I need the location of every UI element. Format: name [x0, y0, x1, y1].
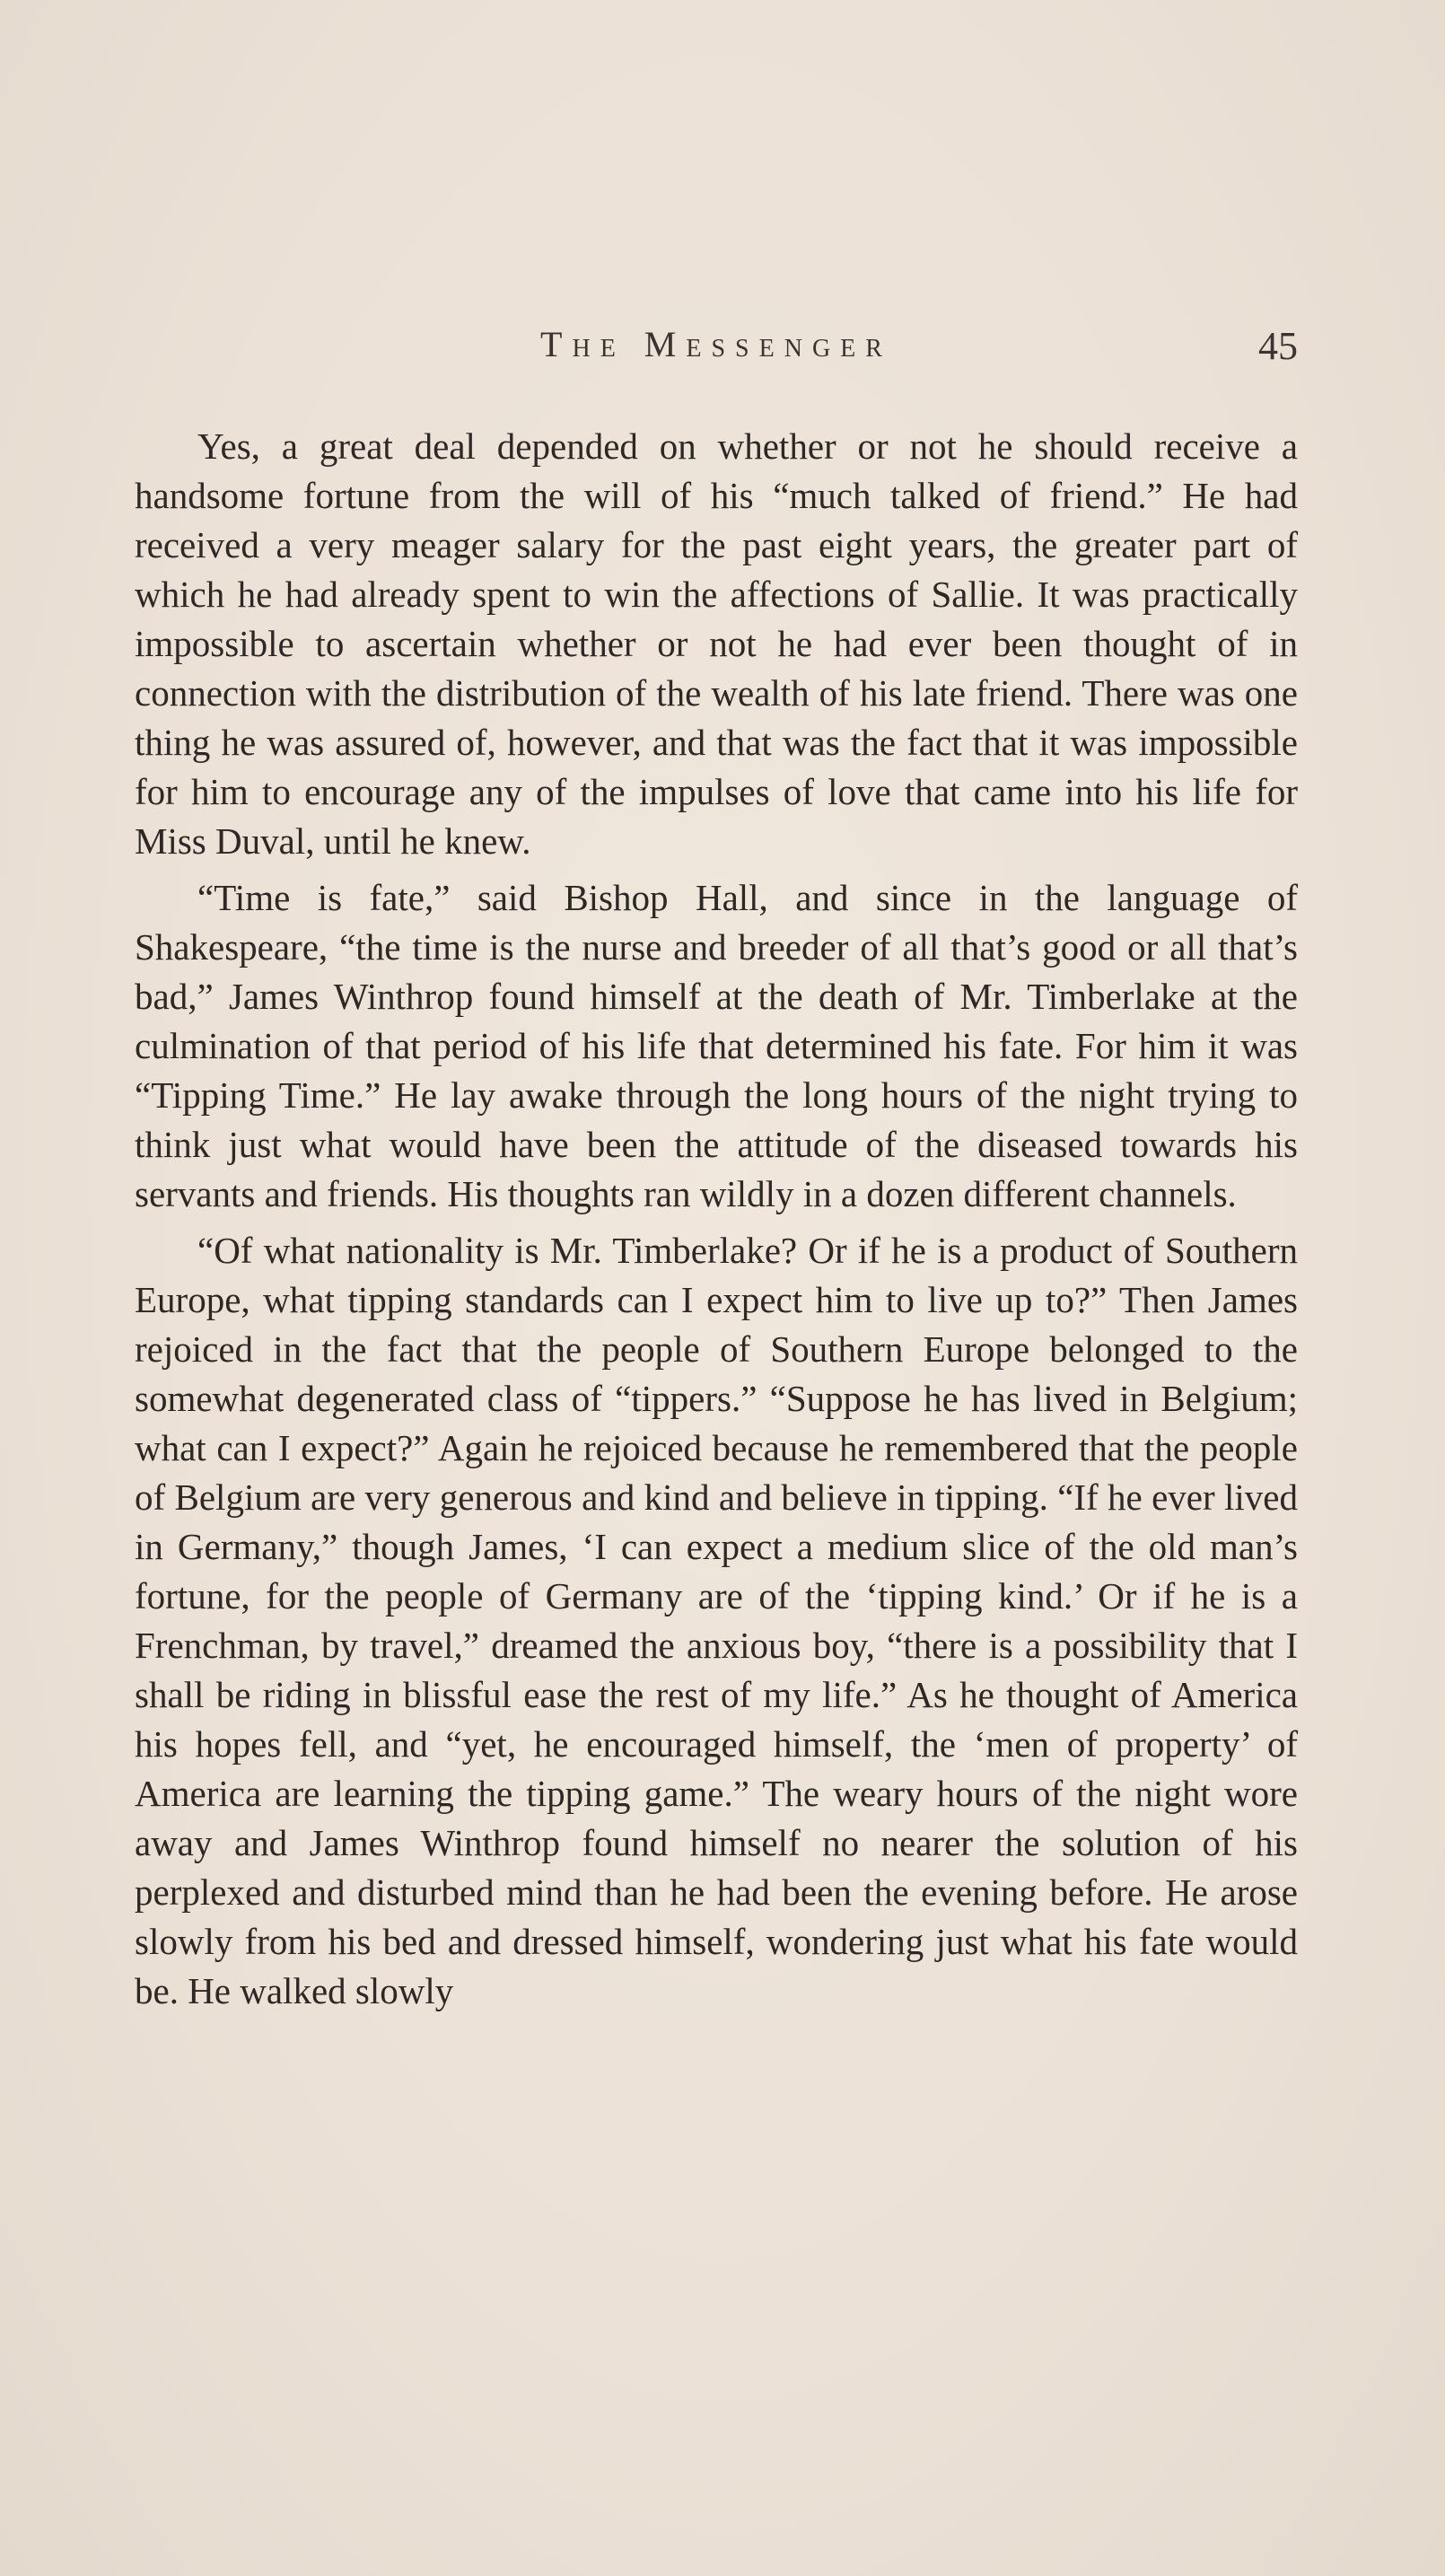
running-title: The Messenger [540, 324, 892, 364]
paragraph: “Time is fate,” said Bishop Hall, and since in the language of Shakespeare, “the time is the nurse and breeder of all that’s good or all that’s bad,” James Winthrop found himself at the death of Mr. Timberlake at the culmination of that period of his life that determined his fate. For him it was “Tipping Time.” He lay awake through the long hours of the night trying to think just what would have been the attitude of the diseased towards his servants and friends. His thoughts ran wildly in a dozen different channels. [135, 877, 1298, 1214]
paragraph: Yes, a great deal depended on whether or not he should receive a handsome fortune from the will of his “much talked of friend.” He had received a very meager salary for the past eight years, the greater part of which he had already spent to win the affections of Sallie. It was practically impossible to ascertain whether or not he had ever been thought of in connection with the distribution of the wealth of his late friend. There was one thing he was assured of, however, and that was the fact that it was impossible for him to encourage any of the impulses of love that came into his life for Miss Duval, until he knew. [135, 425, 1298, 862]
running-head [135, 323, 1298, 377]
page-number: 45 [1258, 324, 1298, 368]
paragraph: “Of what nationality is Mr. Timberlake? Or if he is a product of Southern Europe, what tipping standards can I expect him to live up to?” Then James rejoiced in the fact that the people of Southern Europe belonged to the somewhat degenerated class of “tippers.” “Suppose he has lived in Belgium; what can I expect?” Again he rejoiced because he remembered that the people of Belgium are very generous and kind and believe in tipping. “If he ever lived in Germany,” though James, ‘I can expect a medium slice of the old man’s fortune, for the people of Germany are of the ‘tipping kind.’ Or if he is a Frenchman, by travel,” dreamed the anxious boy, “there is a possibility that I shall be riding in blissful ease the rest of my life.” As he thought of America his hopes fell, and “yet, he encouraged himself, the ‘men of property’ of America are learning the tipping game.” The weary hours of the night wore away and James Winthrop found himself no nearer the solution of his perplexed and disturbed mind than he had been the evening before. He arose slowly from his bed and dressed himself, wondering just what his fate would be. He walked slowly [135, 1230, 1298, 2011]
body-text [135, 422, 1298, 2016]
